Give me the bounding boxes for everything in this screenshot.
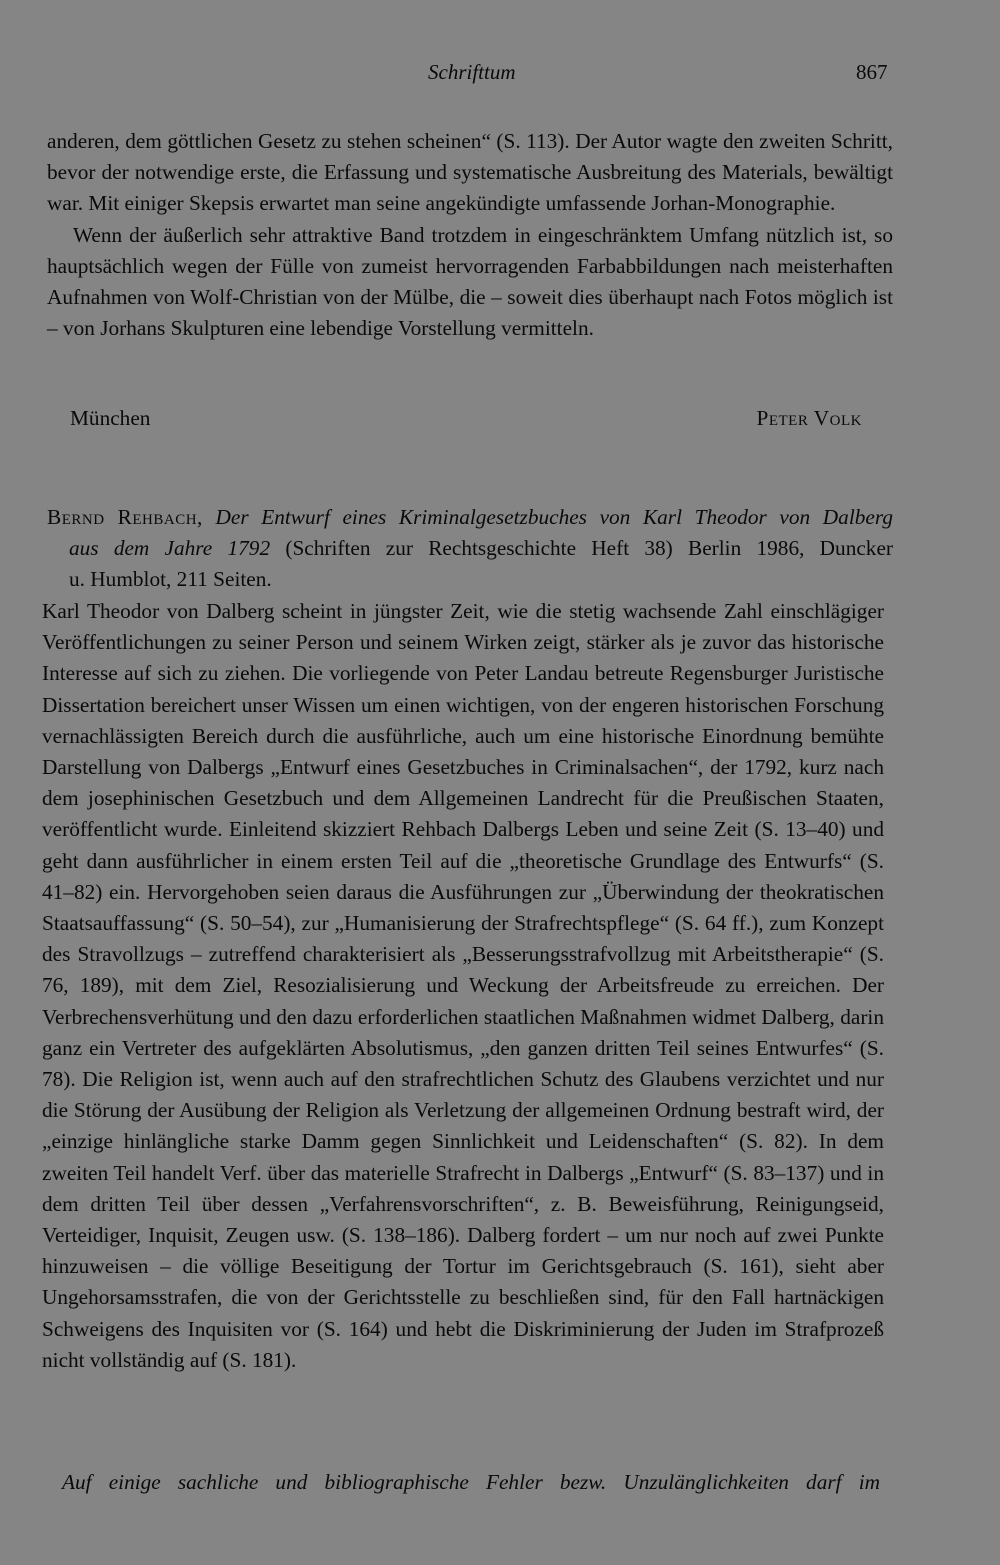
signature-author: Peter Volk: [756, 406, 862, 430]
review-signature: [70, 406, 862, 438]
previous-review-end: [47, 126, 893, 344]
paragraph: Wenn der äußerlich sehr attraktive Band trotzdem in eingeschränktem Umfang nützlich ist, so hauptsächlich wegen der Fülle von zumeist hervorragenden Farbabbildungen nach meisterhaften Aufnahmen von Wolf-Christian von der Mülbe, die – soweit dies überhaupt nach Fotos möglich ist – von Jorhans Skulpturen eine lebendige Vorstellung vermitteln.: [47, 222, 893, 341]
reviewed-author: Bernd Rehbach,: [47, 505, 203, 529]
review-bibliographic-entry: [47, 502, 893, 596]
page-number: 867: [856, 60, 888, 84]
bib-line: u. Humblot, 211 Seiten.: [69, 567, 272, 592]
bib-details: (Schriften zur Rechtsgeschichte Heft 38) Berlin 1986, Duncker: [285, 536, 893, 561]
book-title: Der Entwurf eines Kriminalgesetzbuches von Karl Theodor von Dalberg: [215, 505, 893, 529]
bib-line: [47, 502, 893, 533]
paragraph-start: Auf einige sachliche und bibliographische Fehler bezw. Unzulänglichkeiten darf im: [62, 1470, 880, 1494]
page-header: [0, 60, 1000, 94]
bib-line: [47, 533, 893, 564]
paragraph: anderen, dem göttlichen Gesetz zu stehen scheinen“ (S. 113). Der Autor wagte den zweiten Schritt, bevor der notwendige erste, die Erfassung und systematische Ausbreitung des Materials, bewältigt war. Mit einiger Skepsis erwartet man seine angekündigte umfassende Jorhan-Monographie.: [47, 129, 893, 216]
signature-place: München: [70, 406, 151, 430]
paragraph: Karl Theodor von Dalberg scheint in jüngster Zeit, wie die stetig wachsende Zahl einschlägiger Veröffentlichungen zu seiner Person und seinem Wirken zeigt, stärker als je zuvor das historische Interesse auf sich zu ziehen. Die vorliegende von Peter Landau betreute Regensburger Juristische Dissertation bereichert unser Wissen um einen wichtigen, von der engeren historischen Forschung vernachlässigten Bereich durch die ausführliche, auch um eine historische Einordnung bemühte Darstellung von Dalbergs „Entwurf eines Gesetzbuches in Criminalsachen“, der 1792, kurz nach dem josephinischen Gesetzbuch und dem Allgemeinen Landrecht für die Preußischen Staaten, veröffentlicht wurde. Einleitend skizziert Rehbach Dalbergs Leben und seine Zeit (S. 13–40) und geht dann ausführlicher in einem ersten Teil auf die „theoretische Grundlage des Entwurfs“ (S. 41–82) ein. Hervorgehoben seien daraus die Ausführungen zur „Überwindung der theokratischen Staatsauffassung“ (S. 50–54), zur „Humanisierung der Strafrechtspflege“ (S. 64 ff.), zum Konzept des Stravollzugs – zutreffend charakterisiert als „Besserungsstrafvollzug mit Arbeitstherapie“ (S. 76, 189), mit dem Ziel, Resozialisierung und Weckung der Arbeitsfreude zu erreichen. Der Verbrechensverhütung und den dazu erforderlichen staatlichen Maßnahmen widmet Dalberg, darin ganz ein Vertreter des aufgeklärten Absolutismus, „den ganzen dritten Teil seines Entwurfes“ (S. 78). Die Religion ist, wenn auch auf den strafrechtlichen Schutz des Glaubens verzichtet und nur die Störung der Ausübung der Religion als Verletzung der allgemeinen Ordnung bestraft wird, der „einzige hinlängliche starke Damm gegen Sinnlichkeit und Leidenschaften“ (S. 82). In dem zweiten Teil handelt Verf. über das materielle Strafrecht in Dalbergs „Entwurf“ (S. 83–137) und in dem dritten Teil über dessen „Verfahrensvorschriften“, z. B. Beweisführung, Reinigungseid, Verteidiger, Inquisit, Zeugen usw. (S. 138–186). Dalberg fordert – um nur noch auf zwei Punkte hinzuweisen – die völlige Beseitigung der Tortur im Gerichtsgebrauch (S. 161), sieht aber Ungehorsamsstrafen, die von der Gerichtsstelle zu beschließen sind, für den Fall hartnäckigen Schweigens des Inquisiten vor (S. 164) und hebt die Diskriminierung der Juden im Strafprozeß nicht vollständig auf (S. 181).: [42, 599, 884, 1372]
review-body: [42, 596, 884, 1376]
running-title: Schrifttum: [428, 60, 516, 84]
book-title-continued: aus dem Jahre 1792: [69, 536, 271, 561]
